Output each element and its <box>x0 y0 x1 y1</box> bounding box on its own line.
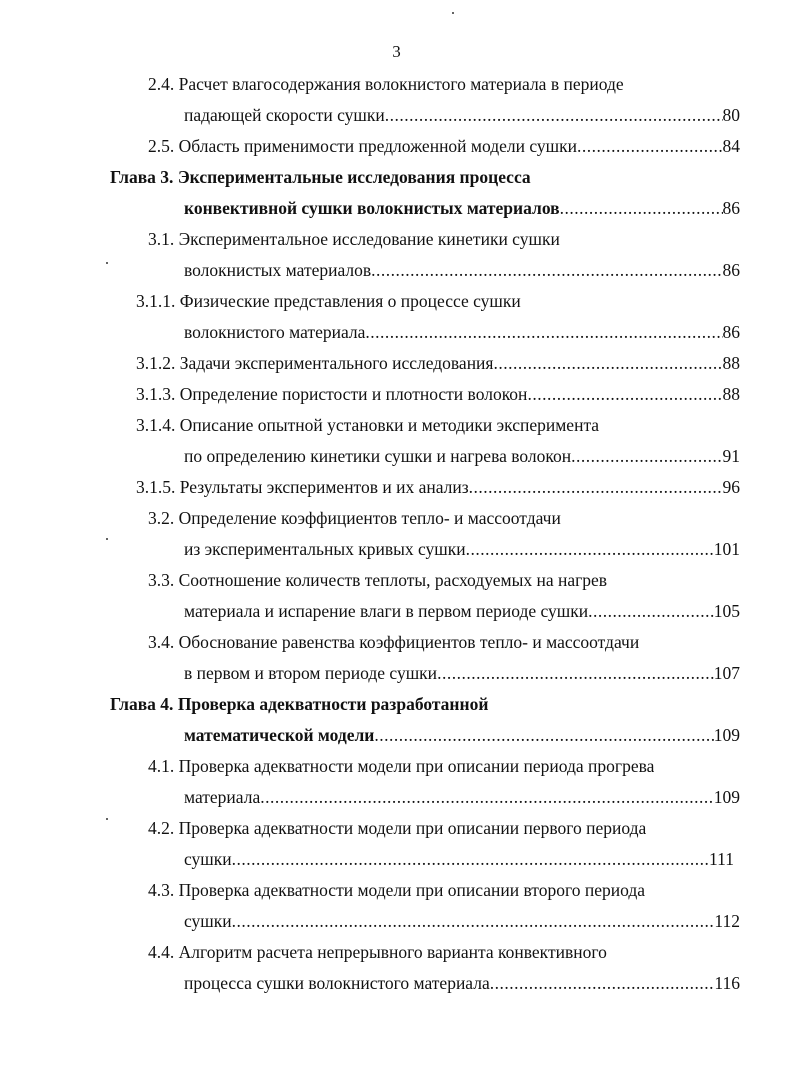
toc-entry-3-1-second-line <box>184 256 740 284</box>
toc-entry-3-2-first-line <box>148 504 561 532</box>
leader-dots <box>560 194 723 222</box>
toc-title: Задачи экспериментального исследования <box>179 353 494 373</box>
leader-dots <box>437 659 714 687</box>
toc-title: Экспериментальное исследование кинетики сушки <box>178 229 560 249</box>
toc-chapter-4-first-line <box>110 690 488 718</box>
toc-entry-3-3-first-line <box>148 566 607 594</box>
toc-title: Проверка адекватности разработанной <box>177 694 489 714</box>
toc-title-continued: падающей скорости сушки <box>184 105 385 125</box>
toc-entry-3-1-4-second-line <box>184 442 740 470</box>
toc-entry-3-2-second-line <box>184 535 740 563</box>
toc-page: 80 <box>722 105 740 125</box>
toc-entry-3-4-second-line <box>184 659 740 687</box>
toc-title-continued: математической модели <box>184 725 375 745</box>
toc-title-continued: в первом и втором периоде сушки <box>184 663 438 683</box>
toc-title-continued: конвективной сушки волокнистых материалов <box>184 198 560 218</box>
toc-title: Описание опытной установки и методики эксперимента <box>179 415 600 435</box>
toc-number: 3.1.4. <box>136 415 176 435</box>
toc-entry-3-1-first-line <box>148 225 560 253</box>
leader-dots <box>571 442 722 470</box>
toc-entry-4-4-second-line <box>184 969 740 997</box>
toc-title: Физические представления о процессе сушки <box>179 291 521 311</box>
leader-dots <box>232 845 709 873</box>
scan-speck <box>106 538 108 540</box>
toc-title-continued: сушки <box>184 911 232 931</box>
toc-title: Обоснование равенства коэффициентов тепло- и массоотдачи <box>178 632 640 652</box>
toc-title: Экспериментальные исследования процесса <box>177 167 531 187</box>
toc-number: 3.3. <box>148 570 175 590</box>
toc-title-continued: волокнистых материалов <box>184 260 372 280</box>
toc-entry-4-3-first-line <box>148 876 645 904</box>
scan-speck <box>106 818 108 820</box>
toc-page: 86 <box>722 260 740 280</box>
toc-page: 86 <box>722 322 740 342</box>
toc-number: 4.2. <box>148 818 175 838</box>
toc-number: 2.5. <box>148 136 175 156</box>
toc-number: 4.3. <box>148 880 175 900</box>
toc-number: 3.4. <box>148 632 175 652</box>
toc-entry-4-1-second-line <box>184 783 740 811</box>
toc-title-continued: по определению кинетики сушки и нагрева волокон <box>184 446 572 466</box>
leader-dots <box>493 349 722 377</box>
toc-page: 88 <box>722 384 740 404</box>
toc-title: Результаты экспериментов и их анализ <box>179 477 469 497</box>
toc-title: Алгоритм расчета непрерывного варианта конвективного <box>178 942 607 962</box>
toc-number: 3.1. <box>148 229 175 249</box>
toc-title: Проверка адекватности модели при описании второго периода <box>178 880 646 900</box>
toc-entry-4-4-first-line <box>148 938 607 966</box>
leader-dots <box>466 535 714 563</box>
toc-entry-3-1-1-second-line <box>184 318 740 346</box>
toc-title-continued: материала и испарение влаги в первом периоде сушки <box>184 601 589 621</box>
toc-entry-2-4-second-line <box>184 101 740 129</box>
toc-page: 109 <box>713 725 740 745</box>
toc-title-continued: из экспериментальных кривых сушки <box>184 539 466 559</box>
toc-number: 4.4. <box>148 942 175 962</box>
leader-dots <box>577 132 722 160</box>
toc-entry-2-5 <box>148 132 740 160</box>
scan-speck <box>452 12 454 14</box>
toc-entry-3-1-4-first-line <box>136 411 599 439</box>
toc-title: Проверка адекватности модели при описании периода прогрева <box>178 756 655 776</box>
toc-title: Расчет влагосодержания волокнистого материала в периоде <box>178 74 624 94</box>
toc-entry-3-1-5 <box>136 473 740 501</box>
toc-title: Область применимости предложенной модели сушки <box>178 136 578 156</box>
toc-title-continued: волокнистого материала <box>184 322 366 342</box>
leader-dots <box>371 256 722 284</box>
toc-number: 3.1.2. <box>136 353 176 373</box>
toc-number: 3.1.1. <box>136 291 176 311</box>
toc-chapter-3-first-line <box>110 163 531 191</box>
toc-number: 3.1.5. <box>136 477 176 497</box>
toc-page: 112 <box>714 911 740 931</box>
toc-page: 84 <box>722 136 740 156</box>
toc-title: Соотношение количеств теплоты, расходуемых на нагрев <box>178 570 608 590</box>
leader-dots <box>527 380 722 408</box>
toc-entry-3-1-2 <box>136 349 740 377</box>
toc-page: 105 <box>713 601 740 621</box>
toc-number: 3.2. <box>148 508 175 528</box>
toc-page: 101 <box>713 539 740 559</box>
toc-number: 4.1. <box>148 756 175 776</box>
toc-page: 111 <box>709 849 734 869</box>
toc-chapter-3-second-line <box>184 194 740 222</box>
toc-entry-3-3-second-line <box>184 597 740 625</box>
toc-number: 3.1.3. <box>136 384 176 404</box>
leader-dots <box>490 969 715 997</box>
toc-chapter-4-second-line <box>184 721 740 749</box>
leader-dots <box>374 721 713 749</box>
toc-entry-3-1-3 <box>136 380 740 408</box>
toc-page: 96 <box>722 477 740 497</box>
toc-page: 88 <box>722 353 740 373</box>
toc-entry-4-2-second-line <box>184 845 734 873</box>
toc-entry-3-4-first-line <box>148 628 639 656</box>
toc-page: 109 <box>713 787 740 807</box>
leader-dots <box>385 101 723 129</box>
toc-number: Глава 4. <box>110 694 174 714</box>
toc-title: Определение коэффициентов тепло- и массоотдачи <box>178 508 561 528</box>
toc-entry-4-1-first-line <box>148 752 654 780</box>
leader-dots <box>469 473 723 501</box>
toc-entry-4-2-first-line <box>148 814 646 842</box>
toc-number: Глава 3. <box>110 167 174 187</box>
leader-dots <box>260 783 714 811</box>
toc-entry-3-1-1-first-line <box>136 287 521 315</box>
toc-title-continued: сушки <box>184 849 232 869</box>
toc-title-continued: материала <box>184 787 261 807</box>
leader-dots <box>232 907 715 935</box>
toc-page: 86 <box>722 198 740 218</box>
leader-dots <box>365 318 722 346</box>
toc-page: 91 <box>722 446 740 466</box>
toc-title: Определение пористости и плотности волокон <box>179 384 528 404</box>
leader-dots <box>588 597 714 625</box>
toc-entry-4-3-second-line <box>184 907 740 935</box>
toc-number: 2.4. <box>148 74 175 94</box>
toc-entry-2-4-first-line <box>148 70 624 98</box>
scan-speck <box>106 262 108 264</box>
toc-title-continued: процесса сушки волокнистого материала <box>184 973 490 993</box>
toc-title: Проверка адекватности модели при описании первого периода <box>178 818 647 838</box>
page-number: 3 <box>392 42 401 61</box>
toc-page: 107 <box>713 663 740 683</box>
toc-page: 116 <box>714 973 740 993</box>
